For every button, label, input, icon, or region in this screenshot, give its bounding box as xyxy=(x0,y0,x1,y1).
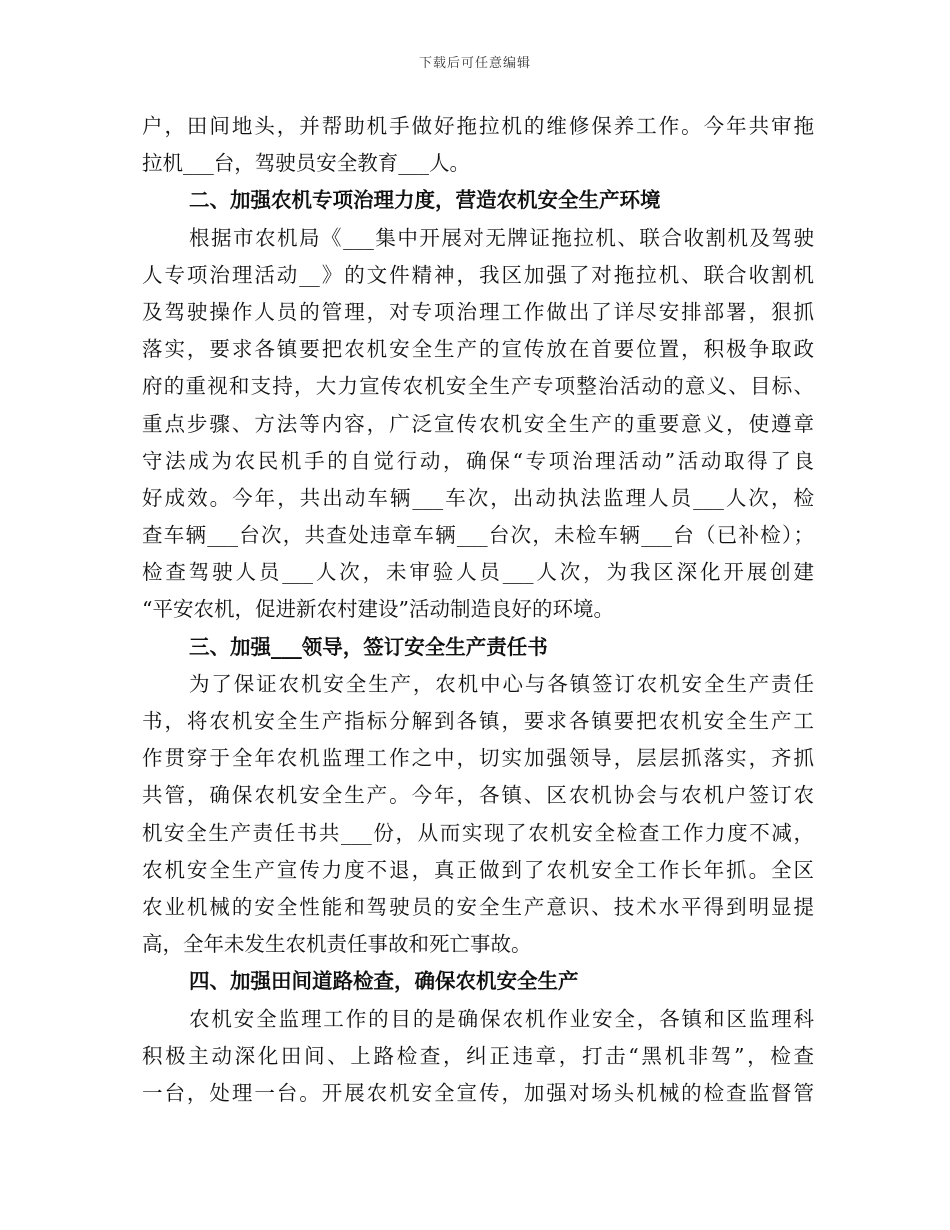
body-line: 府的重视和支持，大力宣传农机安全生产专项整治活动的意义、目标、 xyxy=(142,374,814,399)
body-line: 检查驾驶人员___人次，未审验人员___人次，为我区深化开展创建 xyxy=(142,560,814,585)
body-line: 机安全生产责任书共___份，从而实现了农机安全检查工作力度不减， xyxy=(142,820,814,845)
body-line: 拉机___台，驾驶员安全教育___人。 xyxy=(142,151,470,176)
body-line: 积极主动深化田间、上路检查，纠正违章，打击“黑机非驾”，检查 xyxy=(142,1043,814,1068)
body-line: 人专项治理活动__》的文件精神，我区加强了对拖拉机、联合收割机 xyxy=(142,262,814,287)
section-heading-2: 二、加强农机专项治理力度，营造农机安全生产环境 xyxy=(189,188,661,213)
body-line: 农机安全生产宣传力度不退，真正做到了农机安全工作长年抓。全区 xyxy=(142,857,814,882)
body-line: “平安农机，促进新农村建设”活动制造良好的环境。 xyxy=(142,597,614,622)
page-header: 下载后可任意编辑 xyxy=(418,56,531,71)
body-line: 书，将农机安全生产指标分解到各镇，要求各镇要把农机安全生产工 xyxy=(142,709,814,733)
body-line: 重点步骤、方法等内容，广泛宣传农机安全生产的重要意义，使遵章 xyxy=(142,411,814,436)
document-body xyxy=(142,108,814,1112)
section-heading-3: 三、加强___领导，签订安全生产责任书 xyxy=(189,634,548,659)
body-line: 户，田间地头，并帮助机手做好拖拉机的维修保养工作。今年共审拖 xyxy=(142,114,814,138)
body-line: 及驾驶操作人员的管理，对专项治理工作做出了详尽安排部署，狠抓 xyxy=(142,299,814,324)
body-line: 共管，确保农机安全生产。今年，各镇、区农机协会与农机户签订农 xyxy=(142,783,814,808)
body-line: 一台，处理一台。开展农机安全宣传，加强对场头机械的检查监督管 xyxy=(142,1080,814,1105)
paragraph-first-line: 根据市农机局《___集中开展对无牌证拖拉机、联合收割机及驾驶 xyxy=(189,225,814,250)
body-line: 落实，要求各镇要把农机安全生产的宣传放在首要位置，积极争取政 xyxy=(142,337,814,362)
body-line: 好成效。今年，共出动车辆___车次，出动执法监理人员___人次，检 xyxy=(142,485,814,510)
body-line: 查车辆___台次，共查处违章车辆___台次，未检车辆___台（已补检）； xyxy=(142,523,814,548)
paragraph-first-line: 农机安全监理工作的目的是确保农机作业安全，各镇和区监理科 xyxy=(189,1006,814,1031)
body-line: 农业机械的安全性能和驾驶员的安全生产意识、技术水平得到明显提 xyxy=(142,894,814,919)
section-heading-4: 四、加强田间道路检查，确保农机安全生产 xyxy=(189,969,579,994)
body-line: 守法成为农民机手的自觉行动，确保“专项治理活动”活动取得了良 xyxy=(142,448,814,473)
paragraph-first-line: 为了保证农机安全生产，农机中心与各镇签订农机安全生产责任 xyxy=(189,671,814,696)
body-line: 作贯穿于全年农机监理工作之中，切实加强领导，层层抓落实，齐抓 xyxy=(142,746,814,771)
body-line: 高，全年未发生农机责任事故和死亡事故。 xyxy=(142,932,532,957)
